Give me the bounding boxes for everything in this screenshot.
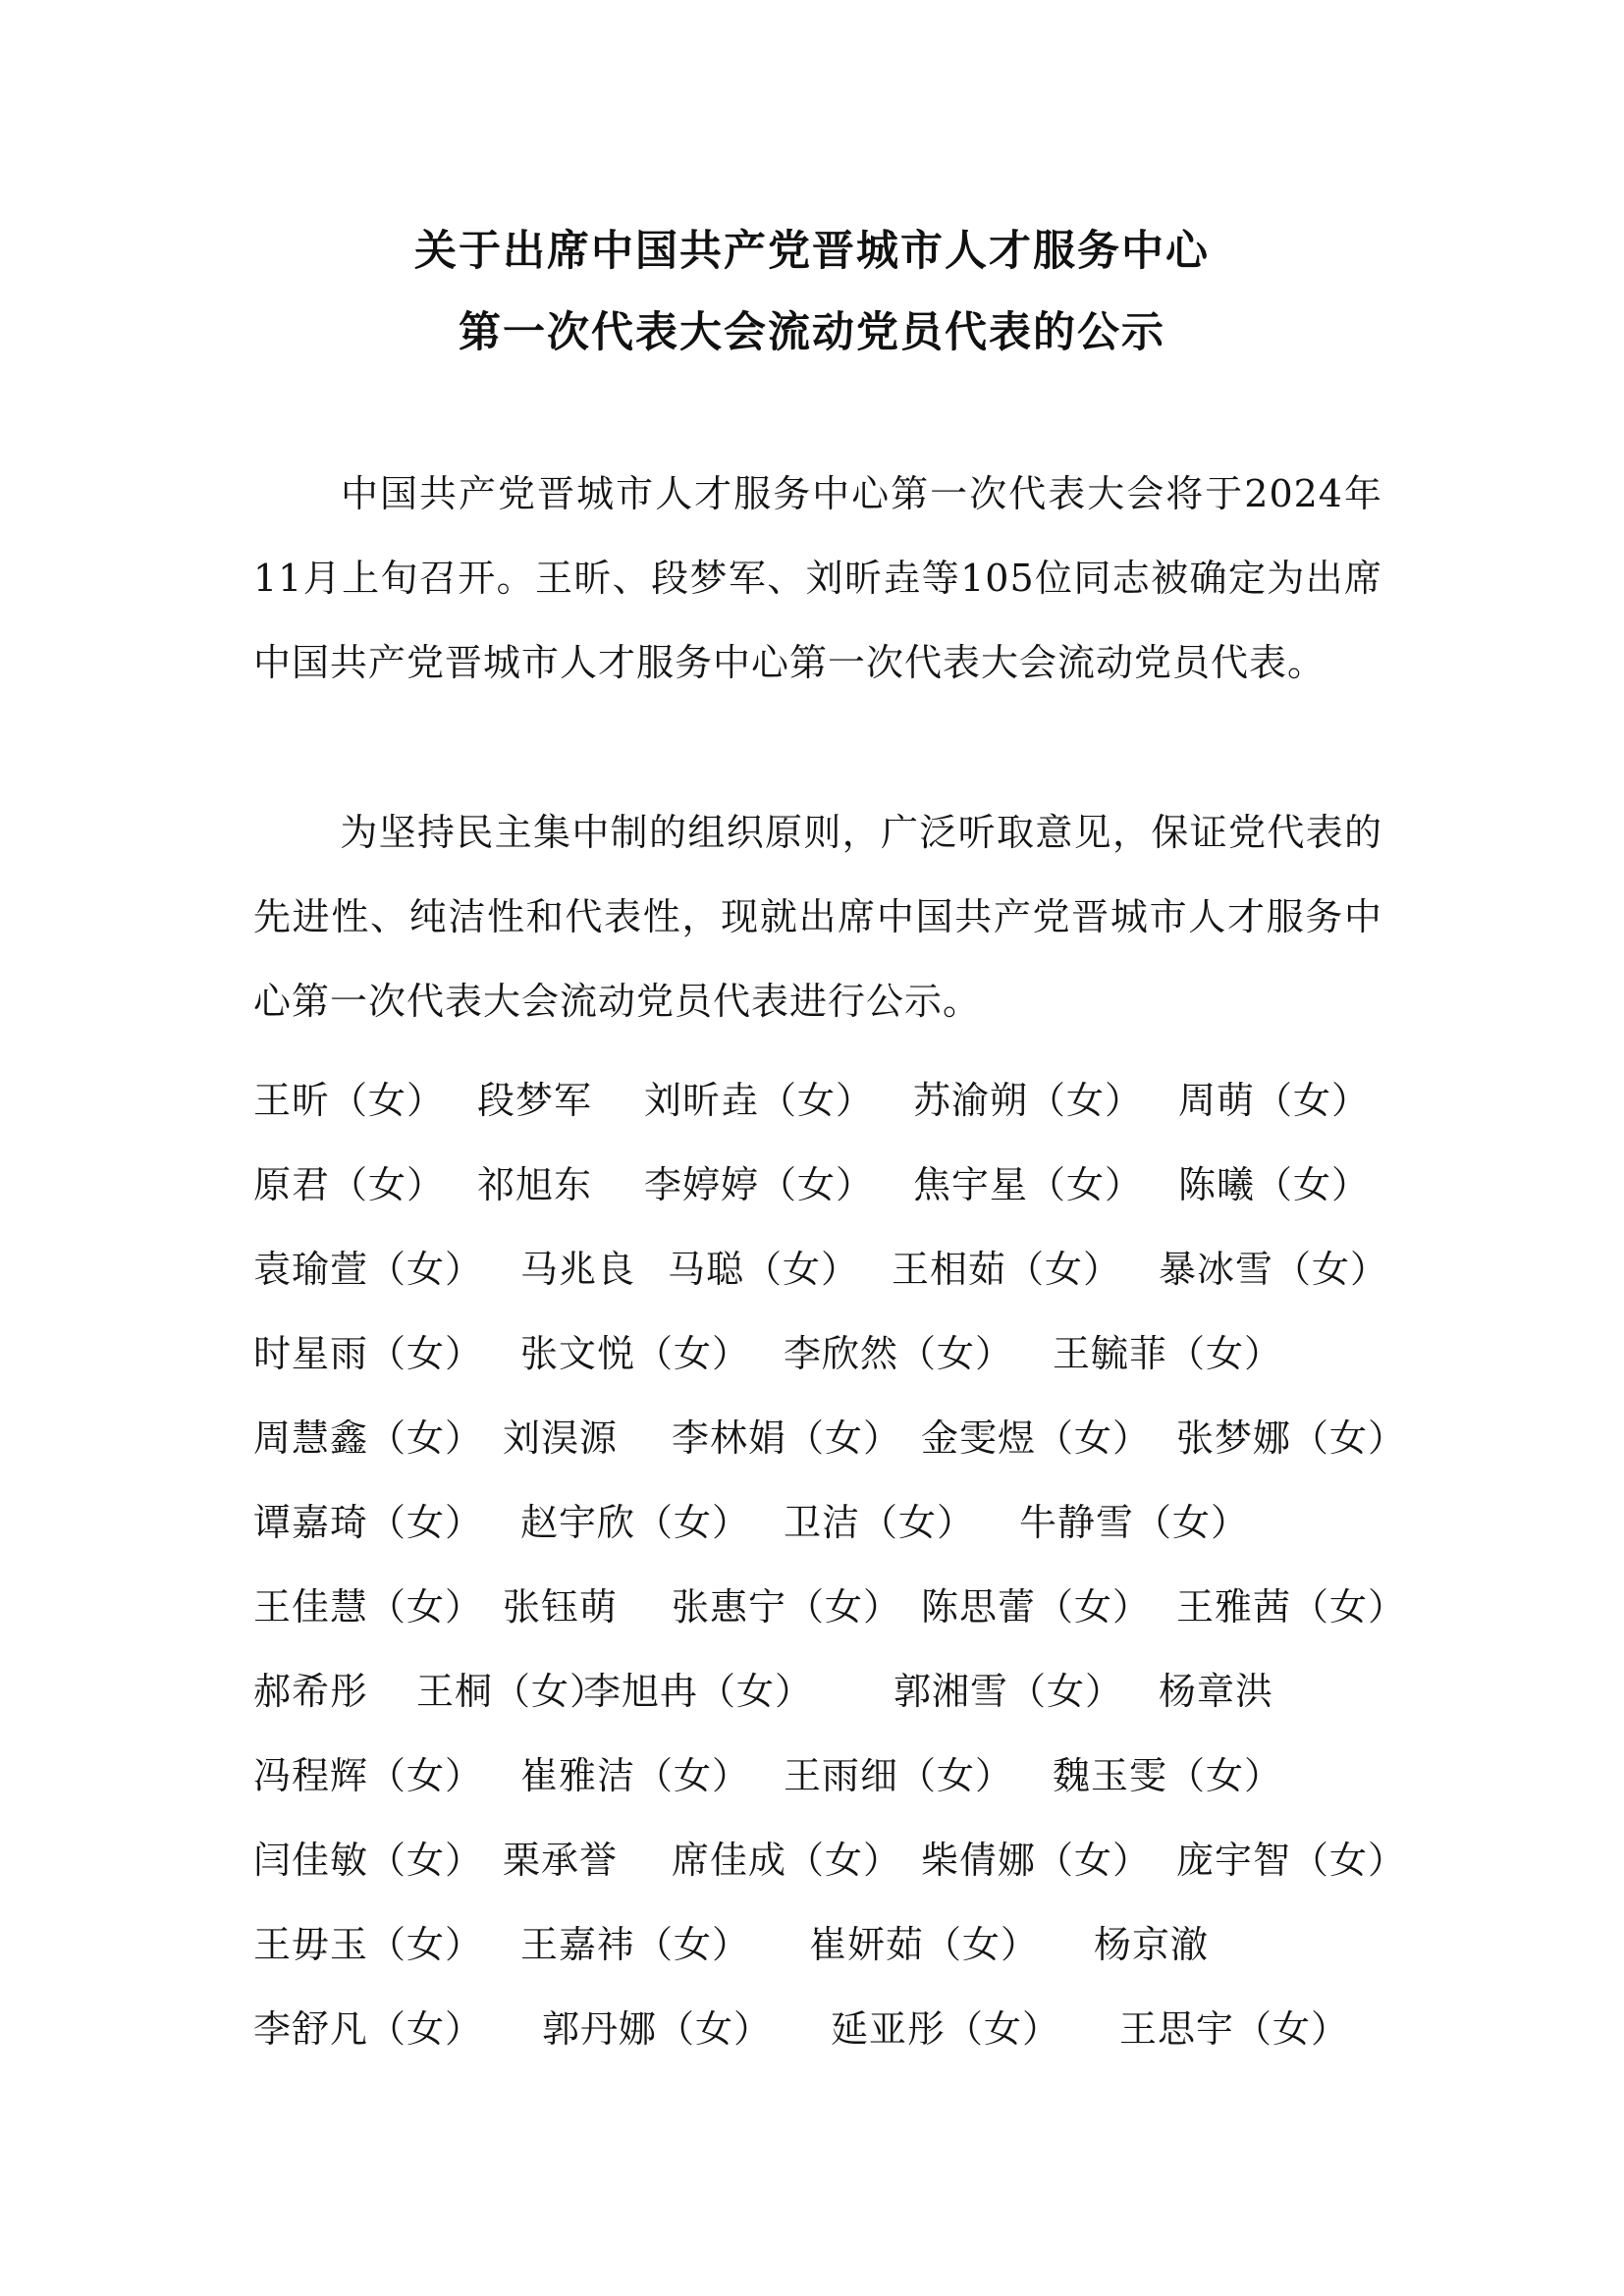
representative-name: 王桐（女） — [416, 1670, 609, 1713]
representative-name: 张梦娜（女） — [1176, 1416, 1407, 1460]
name-row — [253, 1070, 1392, 1129]
name-row — [253, 1492, 1392, 1551]
representative-name: 魏玉雯（女） — [1053, 1754, 1283, 1797]
representative-name: 陈思蕾（女） — [921, 1585, 1152, 1629]
name-row — [253, 1830, 1407, 1889]
body-paragraph-1 — [253, 452, 1382, 705]
representative-name: 杨京澈 — [1094, 1923, 1210, 1966]
representative-name: 李旭冉（女） — [583, 1670, 814, 1713]
representative-name: 席佳成（女） — [672, 1839, 902, 1882]
name-row — [253, 1576, 1407, 1635]
body-paragraph-1-text: 中国共产党晋城市人才服务中心第一次代表大会将于2024年11月上旬召开。王昕、段梦军、刘昕垚等105位同志被确定为出席中国共产党晋城市人才服务中心第一次代表大会流动党员代表。 — [253, 472, 1382, 684]
representative-name: 王嘉祎（女） — [520, 1923, 751, 1966]
representative-name: 金雯煜（女） — [921, 1416, 1152, 1460]
representative-name: 马兆良 — [520, 1248, 636, 1291]
representative-name: 赵宇欣（女） — [520, 1501, 751, 1544]
representative-name: 王毋玉（女） — [253, 1923, 484, 1966]
representative-name: 刘昕垚（女） — [644, 1079, 875, 1122]
representative-name: 郝希彤 — [253, 1670, 369, 1713]
representative-name: 王思宇（女） — [1119, 2007, 1350, 2051]
representative-name: 闫佳敏（女） — [253, 1839, 484, 1882]
representative-name: 谭嘉琦（女） — [253, 1501, 484, 1544]
body-paragraph-2-text: 为坚持民主集中制的组织原则，广泛听取意见，保证党代表的先进性、纯洁性和代表性，现就出席中国共产党晋城市人才服务中心第一次代表大会流动党员代表进行公示。 — [253, 811, 1382, 1023]
document-title-line-2: 第一次代表大会流动党员代表的公示 — [459, 308, 1165, 357]
representative-name: 马聪（女） — [668, 1248, 860, 1291]
representative-name: 卫洁（女） — [784, 1501, 976, 1544]
representative-name: 暴冰雪（女） — [1159, 1248, 1389, 1291]
name-row — [253, 1914, 1392, 1973]
body-paragraph-2 — [253, 790, 1382, 1043]
representative-name: 周萌（女） — [1178, 1079, 1371, 1122]
representative-name: 张钰萌 — [503, 1585, 619, 1629]
name-row — [253, 1323, 1392, 1382]
representative-name: 王昕（女） — [253, 1079, 446, 1122]
representative-name: 李欣然（女） — [784, 1332, 1014, 1375]
representative-name: 郭丹娜（女） — [542, 2007, 773, 2051]
representative-name: 王雨细（女） — [784, 1754, 1014, 1797]
representative-name: 柴倩娜（女） — [921, 1839, 1152, 1882]
representative-name: 王相茹（女） — [892, 1248, 1122, 1291]
representative-name: 杨章洪 — [1159, 1670, 1274, 1713]
representative-name: 祁旭东 — [477, 1163, 593, 1206]
name-row — [253, 1745, 1392, 1804]
representative-name: 崔妍茹（女） — [809, 1923, 1040, 1966]
representative-name: 李舒凡（女） — [253, 2007, 484, 2051]
representative-name: 王佳慧（女） — [253, 1585, 484, 1629]
representative-name: 袁瑜萱（女） — [253, 1248, 484, 1291]
representative-name: 张文悦（女） — [520, 1332, 751, 1375]
representative-name: 栗承誉 — [503, 1839, 619, 1882]
representative-name: 牛静雪（女） — [1019, 1501, 1250, 1544]
representative-name: 李婷婷（女） — [644, 1163, 875, 1206]
document-title-line-1: 关于出席中国共产党晋城市人才服务中心 — [414, 227, 1210, 276]
representative-name: 庞宇智（女） — [1176, 1839, 1407, 1882]
representative-name: 延亚彤（女） — [831, 2007, 1061, 2051]
representative-name: 时星雨（女） — [253, 1332, 484, 1375]
name-row — [253, 1999, 1392, 2057]
representative-name: 冯程辉（女） — [253, 1754, 484, 1797]
representative-name: 段梦军 — [477, 1079, 593, 1122]
representative-name: 崔雅洁（女） — [520, 1754, 751, 1797]
representative-name: 王毓菲（女） — [1053, 1332, 1283, 1375]
representative-name: 苏渝朔（女） — [913, 1079, 1144, 1122]
representative-name: 焦宇星（女） — [913, 1163, 1144, 1206]
name-row — [253, 1408, 1407, 1467]
representative-name: 周慧鑫（女） — [253, 1416, 484, 1460]
representative-name: 刘淏源 — [503, 1416, 619, 1460]
name-row — [253, 1154, 1392, 1213]
name-row — [253, 1239, 1392, 1298]
representative-name: 原君（女） — [253, 1163, 446, 1206]
representative-name: 郭湘雪（女） — [893, 1670, 1124, 1713]
representative-name: 李林娟（女） — [672, 1416, 902, 1460]
representative-name: 王雅茜（女） — [1176, 1585, 1407, 1629]
name-row — [253, 1661, 1392, 1720]
representative-name: 陈曦（女） — [1178, 1163, 1371, 1206]
representative-name: 张惠宁（女） — [672, 1585, 902, 1629]
